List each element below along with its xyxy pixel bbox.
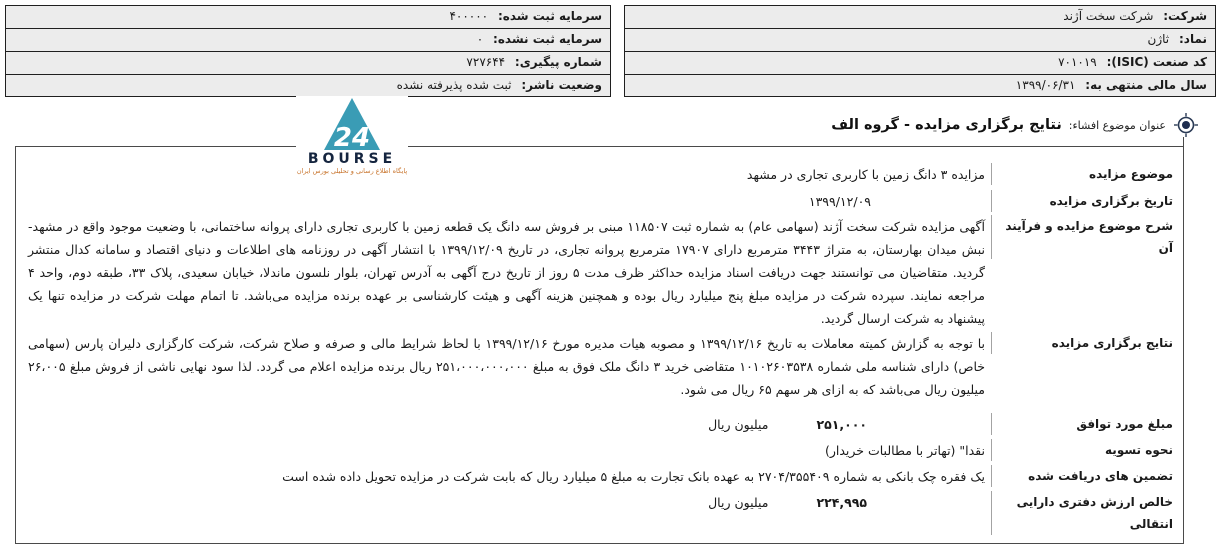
issuer-status-value: ثبت شده پذیرفته نشده xyxy=(396,78,512,92)
auction-description-label: شرح موضوع مزایده و فرآیند آن xyxy=(991,215,1173,259)
auction-date-label: تاریخ برگزاری مزایده xyxy=(991,190,1173,212)
settlement-method-row xyxy=(16,439,1183,462)
issuer-status-label: وضعیت ناشر: xyxy=(521,78,602,92)
registered-capital-value: ۴۰۰۰۰۰ xyxy=(449,9,489,23)
company-value: شرکت سخت آژند xyxy=(1063,9,1154,23)
disclosure-title-row xyxy=(831,111,1199,139)
agreed-amount-row xyxy=(16,413,1183,436)
company-info-table xyxy=(624,5,1216,97)
book-value-value xyxy=(24,491,991,514)
issuer-status-row xyxy=(5,74,611,97)
auction-subject-value: مزایده ۳ دانگ زمین با کاربری تجاری در مشهد xyxy=(746,167,985,182)
agreed-amount-label: مبلغ مورد توافق xyxy=(991,413,1173,435)
guarantees-row xyxy=(16,465,1183,488)
isic-row xyxy=(624,51,1216,74)
tracking-number-label: شماره پیگیری: xyxy=(514,55,602,69)
company-row xyxy=(624,5,1216,28)
disclosure-title-prefix: عنوان موضوع افشاء: xyxy=(1068,118,1166,132)
book-value-unit: میلیون ریال xyxy=(708,495,769,510)
book-value-label: خالص ارزش دفتری دارایی انتقالی xyxy=(991,491,1173,535)
bourse24-logo xyxy=(296,96,408,184)
registered-capital-row xyxy=(5,5,611,28)
agreed-amount-unit: میلیون ریال xyxy=(708,417,769,432)
tracking-number-value: ۷۲۷۶۴۴ xyxy=(466,55,506,69)
fiscal-year-value: ۱۳۹۹/۰۶/۳۱ xyxy=(1015,78,1076,92)
unregistered-capital-row xyxy=(5,28,611,51)
filing-info-table xyxy=(5,5,611,97)
settlement-method-label: نحوه تسویه xyxy=(991,439,1173,461)
book-value-row xyxy=(16,491,1183,535)
book-value-number: ۲۲۴,۹۹۵ xyxy=(816,495,867,510)
disclosure-title: نتایج برگزاری مزایده - گروه الف xyxy=(831,117,1062,133)
auction-subject-label: موضوع مزایده xyxy=(991,163,1173,185)
auction-date-row xyxy=(16,190,1183,213)
auction-results-label: نتایج برگزاری مزایده xyxy=(991,332,1173,354)
registered-capital-label: سرمایه ثبت شده: xyxy=(497,9,602,23)
connector-line xyxy=(1183,137,1184,146)
content-box xyxy=(15,146,1184,544)
auction-description-value: آگهی مزایده شرکت سخت آژند (سهامی عام) به شماره ثبت ۱۱۸۵۰۷ مبنی بر فروش سه دانگ یک قطعه زمین با کاربری تجاری دارای پروانه ساختمانی، با وضعیت موجود واقع در مشهد- نبش میدان بهارستان، به متراژ ۳۴۴۳ مترمربع دارای ۱۷۹۰۷ مترمربع پروانه تجاری، در تاریخ ۱۳۹۹/۱۲/۰۹ با انتشار آگهی در روزنامه های اطلاعات و دنیای اقتصاد و سامانه کدال منتشر گردید. متقاضیان می توانستند جهت دریافت اسناد مزایده حداکثر ظرف مدت ۵ روز از تاریخ درج آگهی به آدرس تهران، بلوار نلسون ماندلا، خیابان سعیدی، پلاک ۳۳، طبقه دوم، واحد ۴ مراجعه نمایند. سپرده شرکت در مزایده مبلغ پنج میلیارد ریال بوده و همچنین هزینه آگهی و هیئت کارشناسی بر عهده برنده مزایده می‌باشد. تا اتمام مهلت شرکت در مزایده تنها یک پیشنهاد به شرکت ارسال گردید. xyxy=(28,219,985,326)
symbol-value: ثاژن xyxy=(1147,32,1170,46)
agreed-amount-value xyxy=(24,413,991,436)
auction-date-value: ۱۳۹۹/۱۲/۰۹ xyxy=(808,194,871,209)
auction-results-row xyxy=(16,332,1183,401)
logo-name: BOURSE xyxy=(307,151,397,167)
tracking-number-row xyxy=(5,51,611,74)
company-label: شرکت: xyxy=(1163,9,1207,23)
target-icon xyxy=(1173,112,1199,138)
symbol-row xyxy=(624,28,1216,51)
symbol-label: نماد: xyxy=(1178,32,1207,46)
fiscal-year-label: سال مالی منتهی به: xyxy=(1085,78,1207,92)
isic-value: ۷۰۱۰۱۹ xyxy=(1058,55,1097,69)
fiscal-year-row xyxy=(624,74,1216,97)
logo-tagline: پایگاه اطلاع رسانی و تحلیلی بورس ایران xyxy=(296,167,408,175)
guarantees-value: یک فقره چک بانکی به شماره ۲۷۰۴/۳۵۵۴۰۹ به عهده بانک تجارت به مبلغ ۵ میلیارد ریال که بابت شرکت در مزایده تحویل داده شده است xyxy=(282,469,985,484)
guarantees-label: تضمین های دریافت شده xyxy=(991,465,1173,487)
auction-description-row xyxy=(16,215,1183,330)
auction-results-value: با توجه به گزارش کمیته معاملات به تاریخ ۱۳۹۹/۱۲/۱۶ و مصوبه هیات مدیره مورخ ۱۳۹۹/۱۲/۱۶ با لحاظ شرایط مالی و صرفه و صلاح شرکت، شرکت کارگزاری دلیران پارس (سهامی خاص) دارای شناسه ملی شماره ۱۰۱۰۲۶۰۳۵۳۸ متقاضی خرید ۳ دانگ ملک فوق به مبلغ ۲۵۱،۰۰۰،۰۰۰،۰۰۰ ریال برنده مزایده اعلام می گردد. لذا سود نهایی ناشی از فروش مبلغ ۲۶،۰۰۵ میلیون ریال می‌باشد که به ازای هر سهم ۶۵ ریال می شود. xyxy=(28,336,985,397)
agreed-amount-number: ۲۵۱,۰۰۰ xyxy=(816,417,867,432)
unregistered-capital-value: ۰ xyxy=(476,32,484,46)
unregistered-capital-label: سرمایه ثبت نشده: xyxy=(493,32,602,46)
bourse24-triangle-icon xyxy=(321,96,383,152)
settlement-method-value: نقدا" (تهاتر با مطالبات خریدار) xyxy=(824,443,985,458)
auction-subject-row xyxy=(16,163,1183,186)
isic-label: کد صنعت (ISIC): xyxy=(1106,55,1207,69)
logo-number: 24 xyxy=(333,123,371,152)
